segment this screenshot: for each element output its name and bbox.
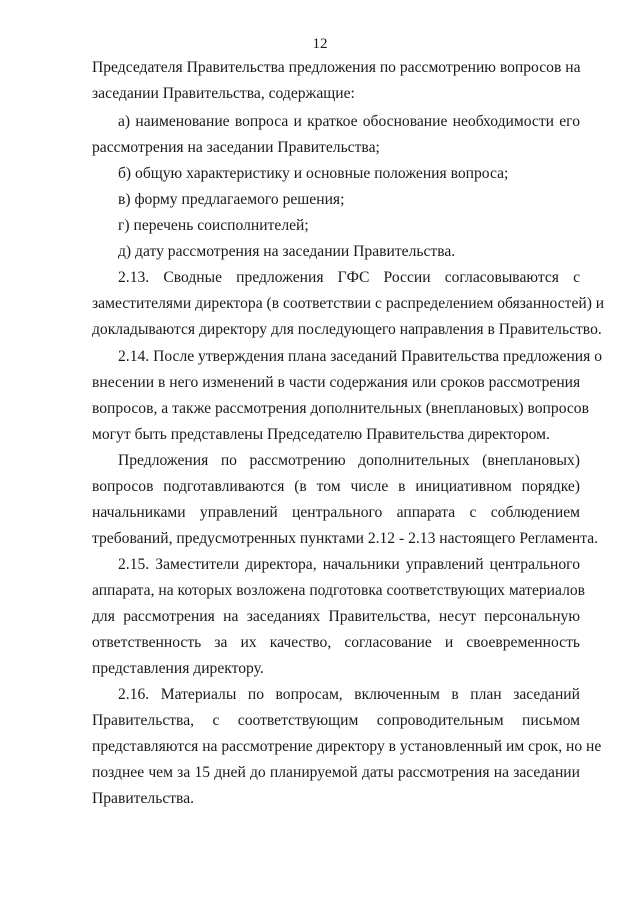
- text-line: 2.15. Заместители директора, начальники управлений центрального: [118, 556, 580, 573]
- text-line: рассмотрения на заседании Правительства;: [92, 139, 380, 156]
- text-line: д) дату рассмотрения на заседании Правительства.: [118, 243, 456, 260]
- text-line: вопросов, а также рассмотрения дополнительных (внеплановых) вопросов: [92, 400, 589, 417]
- text-line: Председателя Правительства предложения по рассмотрению вопросов на: [92, 59, 581, 76]
- text-line: начальниками управлений центрального аппарата с соблюдением: [92, 504, 580, 521]
- text-line: вопросов подготавливаются (в том числе в инициативном порядке): [92, 478, 580, 495]
- text-line: внесении в него изменений в части содержания или сроков рассмотрения: [92, 374, 581, 391]
- text-line: в) форму предлагаемого решения;: [118, 191, 345, 208]
- text-line: для рассмотрения на заседаниях Правительства, несут персональную: [92, 608, 580, 625]
- text-line: представления директору.: [92, 660, 264, 677]
- text-line: Правительства.: [92, 790, 195, 807]
- text-line: аппарата, на которых возложена подготовка соответствующих материалов: [92, 582, 586, 599]
- text-line: 2.13. Сводные предложения ГФС России согласовываются с: [118, 269, 580, 286]
- text-line: могут быть представлены Председателю Правительства директором.: [92, 426, 550, 443]
- text-line: 2.14. После утверждения плана заседаний Правительства предложения о: [118, 348, 603, 365]
- text-line: позднее чем за 15 дней до планируемой даты рассмотрения на заседании: [92, 764, 580, 781]
- text-line: 2.16. Материалы по вопросам, включенным в план заседаний: [118, 686, 580, 703]
- page-number: 12: [312, 36, 328, 52]
- text-line: докладываются директору для последующего направления в Правительство.: [92, 321, 602, 338]
- text-line: ответственность за их качество, согласование и своевременность: [92, 634, 580, 651]
- text-line: заместителями директора (в соответствии с распределением обязанностей) и: [92, 295, 605, 312]
- text-line: требований, предусмотренных пунктами 2.12 - 2.13 настоящего Регламента.: [92, 530, 599, 547]
- text-line: Предложения по рассмотрению дополнительных (внеплановых): [118, 452, 580, 469]
- text-line: б) общую характеристику и основные положения вопроса;: [118, 165, 509, 182]
- text-line: представляются на рассмотрение директору в установленный им срок, но не: [92, 738, 602, 755]
- text-line: Правительства, с соответствующим сопроводительным письмом: [92, 712, 580, 729]
- text-line: заседании Правительства, содержащие:: [92, 85, 355, 102]
- text-line: г) перечень соисполнителей;: [118, 217, 309, 234]
- text-line: а) наименование вопроса и краткое обоснование необходимости его: [118, 113, 580, 130]
